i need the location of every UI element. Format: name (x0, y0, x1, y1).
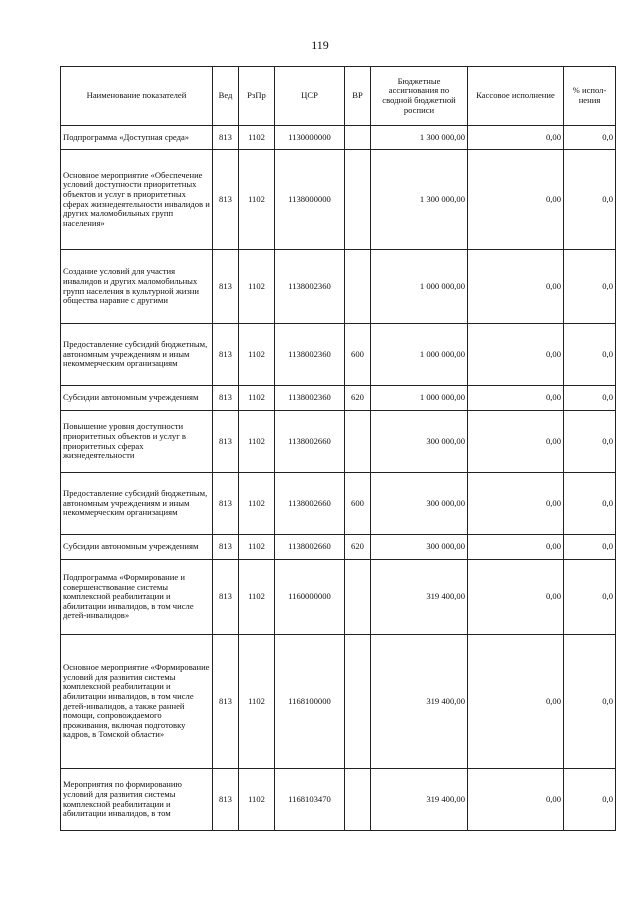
row-ved: 813 (213, 126, 239, 150)
table-row (61, 635, 616, 769)
row-cash: 0,00 (468, 411, 564, 473)
row-budget: 1 000 000,00 (371, 324, 468, 386)
row-name: Субсидии автономным учреждениям (61, 386, 213, 411)
row-vr (345, 560, 371, 635)
row-rzpr: 1102 (239, 386, 275, 411)
row-vr: 600 (345, 324, 371, 386)
row-percent: 0,0 (564, 560, 616, 635)
row-csr: 1160000000 (275, 560, 345, 635)
row-rzpr: 1102 (239, 324, 275, 386)
row-csr: 1138002360 (275, 386, 345, 411)
row-cash: 0,00 (468, 769, 564, 831)
row-name: Мероприятия по формированию условий для развития системы комплексной реабилитации и абилитации инвалидов, в том (61, 769, 213, 831)
row-percent: 0,0 (564, 250, 616, 324)
row-rzpr: 1102 (239, 635, 275, 769)
table-row (61, 535, 616, 560)
row-percent: 0,0 (564, 324, 616, 386)
row-name: Основное мероприятие «Формирование условий для развития системы комплексной реабилитации и абилитации инвалидов, в том числе детей-инвалидов, а также ранней помощи, сопровождаемого проживания, включая подготовку кадров, в Томской области» (61, 635, 213, 769)
row-csr: 1138002660 (275, 473, 345, 535)
table-row (61, 150, 616, 250)
table-row (61, 386, 616, 411)
table-row (61, 411, 616, 473)
table-row (61, 126, 616, 150)
row-ved: 813 (213, 150, 239, 250)
row-ved: 813 (213, 386, 239, 411)
row-budget: 319 400,00 (371, 560, 468, 635)
row-budget: 300 000,00 (371, 473, 468, 535)
header-execution-percent: % испол-нения (564, 67, 616, 126)
row-csr: 1130000000 (275, 126, 345, 150)
row-ved: 813 (213, 535, 239, 560)
row-vr (345, 411, 371, 473)
table-row (61, 560, 616, 635)
row-percent: 0,0 (564, 473, 616, 535)
row-cash: 0,00 (468, 535, 564, 560)
row-vr (345, 769, 371, 831)
table-row (61, 250, 616, 324)
row-vr (345, 126, 371, 150)
row-csr: 1138002360 (275, 250, 345, 324)
row-rzpr: 1102 (239, 150, 275, 250)
row-rzpr: 1102 (239, 126, 275, 150)
row-rzpr: 1102 (239, 411, 275, 473)
row-ved: 813 (213, 560, 239, 635)
row-cash: 0,00 (468, 386, 564, 411)
row-percent: 0,0 (564, 635, 616, 769)
row-name: Подпрограмма «Формирование и совершенствование системы комплексной реабилитации и абилитации инвалидов, в том числе детей-инвалидов» (61, 560, 213, 635)
row-percent: 0,0 (564, 126, 616, 150)
row-rzpr: 1102 (239, 250, 275, 324)
row-name: Повышение уровня доступности приоритетных объектов и услуг в приоритетных сферах жизнедеятельности (61, 411, 213, 473)
row-csr: 1138002660 (275, 535, 345, 560)
row-percent: 0,0 (564, 535, 616, 560)
row-budget: 1 000 000,00 (371, 250, 468, 324)
row-budget: 319 400,00 (371, 635, 468, 769)
header-vr: ВР (345, 67, 371, 126)
table-row (61, 324, 616, 386)
header-budget-allocations: Бюджетные ассигнования по сводной бюджетной росписи (371, 67, 468, 126)
row-csr: 1138000000 (275, 150, 345, 250)
row-rzpr: 1102 (239, 560, 275, 635)
row-percent: 0,0 (564, 411, 616, 473)
row-budget: 300 000,00 (371, 411, 468, 473)
row-name: Субсидии автономным учреждениям (61, 535, 213, 560)
page-number: 119 (311, 38, 329, 52)
row-name: Основное мероприятие «Обеспечение условий доступности приоритетных объектов и услуг в приоритетных сферах жизнедеятельности инвалидов и других маломобильных групп населения» (61, 150, 213, 250)
row-budget: 1 300 000,00 (371, 126, 468, 150)
header-csr: ЦСР (275, 67, 345, 126)
row-vr: 620 (345, 535, 371, 560)
row-cash: 0,00 (468, 250, 564, 324)
row-cash: 0,00 (468, 150, 564, 250)
table-header-row (61, 67, 616, 126)
row-csr: 1138002660 (275, 411, 345, 473)
row-name: Предоставление субсидий бюджетным, автономным учреждениям и иным некоммерческим организациям (61, 324, 213, 386)
header-indicator-name: Наименование показателей (61, 67, 213, 126)
header-rzpr: РзПр (239, 67, 275, 126)
row-percent: 0,0 (564, 386, 616, 411)
row-rzpr: 1102 (239, 473, 275, 535)
row-rzpr: 1102 (239, 535, 275, 560)
row-cash: 0,00 (468, 126, 564, 150)
row-budget: 300 000,00 (371, 535, 468, 560)
row-ved: 813 (213, 473, 239, 535)
row-cash: 0,00 (468, 635, 564, 769)
row-vr (345, 150, 371, 250)
row-vr: 600 (345, 473, 371, 535)
row-vr: 620 (345, 386, 371, 411)
row-rzpr: 1102 (239, 769, 275, 831)
row-vr (345, 250, 371, 324)
row-cash: 0,00 (468, 560, 564, 635)
row-name: Создание условий для участия инвалидов и других маломобильных групп населения в культурной жизни общества наравне с другими (61, 250, 213, 324)
table-row (61, 473, 616, 535)
row-csr: 1168100000 (275, 635, 345, 769)
row-csr: 1168103470 (275, 769, 345, 831)
row-budget: 1 000 000,00 (371, 386, 468, 411)
table-row (61, 769, 616, 831)
row-vr (345, 635, 371, 769)
row-ved: 813 (213, 250, 239, 324)
row-cash: 0,00 (468, 324, 564, 386)
row-name: Предоставление субсидий бюджетным, автономным учреждениям и иным некоммерческим организациям (61, 473, 213, 535)
row-csr: 1138002360 (275, 324, 345, 386)
row-ved: 813 (213, 635, 239, 769)
row-percent: 0,0 (564, 769, 616, 831)
row-percent: 0,0 (564, 150, 616, 250)
row-budget: 1 300 000,00 (371, 150, 468, 250)
budget-table (60, 66, 616, 831)
row-ved: 813 (213, 324, 239, 386)
row-ved: 813 (213, 769, 239, 831)
row-budget: 319 400,00 (371, 769, 468, 831)
row-name: Подпрограмма «Доступная среда» (61, 126, 213, 150)
row-cash: 0,00 (468, 473, 564, 535)
header-ved: Вед (213, 67, 239, 126)
row-ved: 813 (213, 411, 239, 473)
header-cash-execution: Кассовое исполнение (468, 67, 564, 126)
